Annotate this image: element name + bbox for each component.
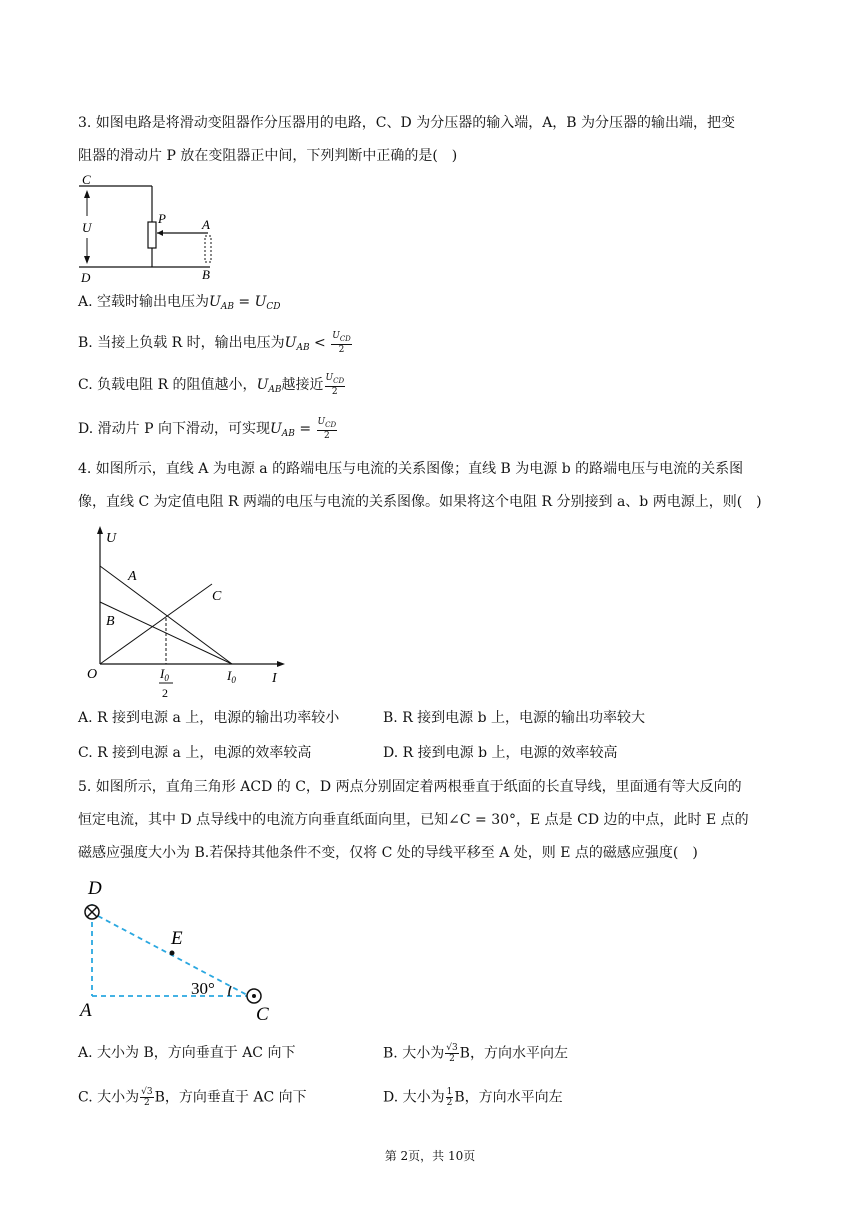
- svg-text:I0: [159, 666, 169, 683]
- q4-option-b: B. R 接到电源 b 上，电源的输出功率较大: [383, 710, 646, 726]
- label-u: U: [82, 220, 92, 235]
- label-p: P: [158, 211, 166, 226]
- q4-option-d: D. R 接到电源 b 上，电源的效率较高: [383, 745, 618, 761]
- rheostat: [148, 222, 156, 248]
- angle-label: 30°: [191, 979, 215, 998]
- q3-stem-line2: 阻器的滑动片 P 放在变阻器正中间，下列判断中正确的是( ): [78, 148, 458, 164]
- axis-label-i: I: [272, 671, 277, 686]
- tick-half-sub: 0: [164, 673, 169, 683]
- svg-text:I0: [226, 668, 236, 685]
- label-d: D: [88, 878, 102, 899]
- q5-triangle-figure: [76, 874, 286, 1024]
- label-d: D: [81, 270, 91, 285]
- q4-stem-line1: 4. 如图所示，直线 A 为电源 a 的路端电压与电流的关系图像；直线 B 为电源 b 的路端电压与电流的关系图: [78, 461, 744, 477]
- q3-option-d: D. 滑动片 P 向下滑动，可实现$U_{AB}$ = $\frac{U_{CD}}{2}$: [78, 417, 337, 441]
- line-label-b: B: [106, 614, 115, 629]
- q3-circuit-figure: [74, 168, 224, 288]
- label-c: C: [256, 1004, 269, 1025]
- origin-label: O: [87, 667, 98, 682]
- axis-label-u: U: [106, 531, 117, 546]
- q5-stem-line1: 5. 如图所示，直角三角形 ACD 的 C，D 两点分别固定着两根垂直于纸面的长直导线，里面通有等大反向的: [78, 779, 742, 795]
- q4-stem-line2: 像，直线 C 为定值电阻 R 两端的电压与电流的关系图像。如果将这个电阻 R 分别接到 a、b 两电源上，则( ): [78, 494, 762, 510]
- q5-option-b: B. 大小为 $\frac{√3}{2}$ B，方向水平向左: [383, 1043, 568, 1064]
- q5-option-d: D. 大小为 $\frac{1}{2}$ B，方向水平向左: [383, 1087, 563, 1108]
- q5-option-c: C. 大小为 $\frac{√3}{2}$ B，方向垂直于 AC 向下: [78, 1087, 307, 1108]
- tick-half-den: 2: [162, 686, 168, 700]
- tick-half-num: I: [160, 666, 165, 681]
- line-label-c: C: [212, 589, 222, 604]
- q5-option-a: A. 大小为 B，方向垂直于 AC 向下: [78, 1045, 296, 1061]
- q4-option-c: C. R 接到电源 a 上，电源的效率较高: [78, 745, 312, 761]
- q4-option-a: A. R 接到电源 a 上，电源的输出功率较小: [78, 710, 340, 726]
- q3-stem-line1: 3. 如图电路是将滑动变阻器作分压器用的电路，C、D 为分压器的输入端，A，B 为分压器的输出端，把变: [78, 115, 736, 131]
- label-a: A: [80, 1000, 92, 1021]
- q5-stem-line3: 磁感应强度大小为 B.若保持其他条件不变，仅将 C 处的导线平移至 A 处，则 E 点的磁感应强度( ): [78, 845, 698, 861]
- label-e: E: [171, 928, 183, 949]
- line-label-a: A: [128, 569, 137, 584]
- q4-ui-graph: [82, 522, 297, 702]
- tick-i0-sub: 0: [231, 675, 236, 685]
- q5-stem-line2: 恒定电流，其中 D 点导线中的电流方向垂直纸面向里，已知∠C = 30°，E 点是 CD 边的中点，此时 E 点的: [78, 812, 749, 828]
- page-footer: 第 2页，共 10页: [384, 1149, 476, 1163]
- q3-option-a: A. 空载时输出电压为$U_{AB} = U_{CD}$: [78, 294, 281, 312]
- point-e: [170, 951, 175, 956]
- line-c: [100, 584, 212, 664]
- q3-option-b: B. 当接上负载 R 时，输出电压为$U_{AB}$ < $\frac{U_{CD}}{2}$: [78, 331, 351, 355]
- q3-option-c: C. 负载电阻 R 的阻值越小，$U_{AB}$越接近 $\frac{U_{CD}}{2}$: [78, 373, 345, 397]
- tick-i0: I: [227, 668, 232, 683]
- label-a: A: [202, 217, 210, 232]
- label-b: B: [202, 267, 210, 282]
- label-c: C: [82, 172, 91, 187]
